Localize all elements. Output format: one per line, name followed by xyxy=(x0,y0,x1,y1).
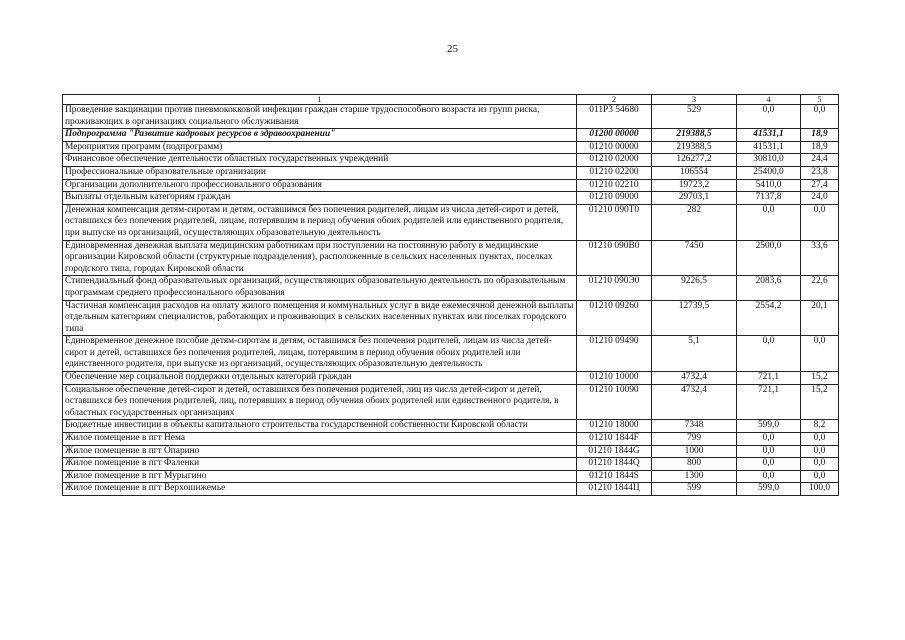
row-name-cell: Бюджетные инвестиции в объекты капитального строительства государственной собственности Кировской области xyxy=(63,420,577,433)
column-header: 5 xyxy=(801,95,839,105)
row-name-cell: Обеспечение мер социальной поддержки отдельных категорий граждан xyxy=(63,372,577,385)
row-code-cell: 01210 18000 xyxy=(577,420,652,433)
row-code-cell: 01210 09490 xyxy=(577,336,652,372)
row-code-cell: 01210 1844G xyxy=(577,445,652,458)
row-code-cell: 01210 09260 xyxy=(577,300,652,336)
row-percent-cell: 23,8 xyxy=(801,166,839,179)
table-row xyxy=(63,445,839,458)
row-approved-value-cell: 219388,5 xyxy=(652,141,737,154)
row-percent-cell: 20,1 xyxy=(801,300,839,336)
row-code-cell: 01210 1844S xyxy=(577,470,652,483)
row-percent-cell: 0,0 xyxy=(801,105,839,129)
row-percent-cell: 100,0 xyxy=(801,483,839,496)
row-percent-cell: 33,6 xyxy=(801,240,839,276)
row-percent-cell: 18,9 xyxy=(801,129,839,142)
row-executed-value-cell: 721,1 xyxy=(737,384,801,420)
row-approved-value-cell: 7450 xyxy=(652,240,737,276)
row-executed-value-cell: 0,0 xyxy=(737,433,801,446)
row-percent-cell: 8,2 xyxy=(801,420,839,433)
row-percent-cell: 18,9 xyxy=(801,141,839,154)
row-percent-cell: 24,4 xyxy=(801,154,839,167)
row-percent-cell: 0,0 xyxy=(801,458,839,471)
row-percent-cell: 24,0 xyxy=(801,192,839,205)
row-name-cell: Подпрограмма "Развитие кадровых ресурсов в здравоохранении" xyxy=(63,129,577,142)
table-row xyxy=(63,458,839,471)
row-code-cell: 01210 1844Ц xyxy=(577,483,652,496)
row-percent-cell: 27,4 xyxy=(801,179,839,192)
budget-table xyxy=(62,94,839,496)
row-name-cell: Единовременная денежная выплата медицинским работникам при поступлении на постоянную работу в медицинские организации Кировской области (структурные подразделения), расположенные в сельских населенных пунктах, поселках городского типа, городах Кировской области xyxy=(63,240,577,276)
column-header: 3 xyxy=(652,95,737,105)
row-name-cell: Жилое помещение в пгт Опарино xyxy=(63,445,577,458)
row-name-cell: Социальное обеспечение детей-сирот и детей, оставшихся без попечения родителей, лиц из числа детей-сирот и детей, оставшихся без попечения родителей, лиц, потерявших в период обучения обоих родителей или единственного родителя, в областных государственных организациях xyxy=(63,384,577,420)
table-row xyxy=(63,384,839,420)
row-approved-value-cell: 800 xyxy=(652,458,737,471)
table-row xyxy=(63,166,839,179)
table-row xyxy=(63,141,839,154)
row-percent-cell: 0,0 xyxy=(801,204,839,240)
row-executed-value-cell: 0,0 xyxy=(737,458,801,471)
row-name-cell: Жилое помещение в пгт Нема xyxy=(63,433,577,446)
row-approved-value-cell: 7348 xyxy=(652,420,737,433)
table-row xyxy=(63,240,839,276)
row-code-cell: 01210 02200 xyxy=(577,166,652,179)
row-name-cell: Жилое помещение в пгт Верхошижемье xyxy=(63,483,577,496)
table-row xyxy=(63,372,839,385)
row-percent-cell: 22,6 xyxy=(801,276,839,300)
row-percent-cell: 0,0 xyxy=(801,433,839,446)
row-approved-value-cell: 12739,5 xyxy=(652,300,737,336)
column-header: 4 xyxy=(737,95,801,105)
row-percent-cell: 15,2 xyxy=(801,384,839,420)
row-code-cell: 01210 02000 xyxy=(577,154,652,167)
row-executed-value-cell: 25400,0 xyxy=(737,166,801,179)
row-percent-cell: 0,0 xyxy=(801,336,839,372)
row-name-cell: Профессиональные образовательные организации xyxy=(63,166,577,179)
row-approved-value-cell: 9226,5 xyxy=(652,276,737,300)
table-header-row xyxy=(63,95,839,105)
row-executed-value-cell: 0,0 xyxy=(737,105,801,129)
row-executed-value-cell: 41531,1 xyxy=(737,141,801,154)
row-name-cell: Мероприятия программ (подпрограмм) xyxy=(63,141,577,154)
row-approved-value-cell: 19723,2 xyxy=(652,179,737,192)
row-approved-value-cell: 106554 xyxy=(652,166,737,179)
column-header: 2 xyxy=(577,95,652,105)
table-row xyxy=(63,154,839,167)
row-executed-value-cell: 2554,2 xyxy=(737,300,801,336)
row-code-cell: 01210 10000 xyxy=(577,372,652,385)
row-percent-cell: 0,0 xyxy=(801,470,839,483)
row-name-cell: Денежная компенсация детям-сиротам и детям, оставшимся без попечения родителей, лицам из числа детей-сирот и детей, оставшихся без попечения родителей, лицам, потерявшим в период обучения обоих родителей или единственного родителя, при выпуске из организаций, осуществляющих образовательную деятельность xyxy=(63,204,577,240)
page-number: 25 xyxy=(447,43,458,55)
row-code-cell: 01210 090Т0 xyxy=(577,204,652,240)
table-row xyxy=(63,129,839,142)
row-percent-cell: 15,2 xyxy=(801,372,839,385)
row-approved-value-cell: 529 xyxy=(652,105,737,129)
column-header: 1 xyxy=(63,95,577,105)
row-name-cell: Жилое помещение в пгт Фаленки xyxy=(63,458,577,471)
table-row xyxy=(63,204,839,240)
row-executed-value-cell: 7137,8 xyxy=(737,192,801,205)
table-body xyxy=(63,105,839,496)
row-approved-value-cell: 1000 xyxy=(652,445,737,458)
row-approved-value-cell: 5,1 xyxy=(652,336,737,372)
row-code-cell: 01210 1844Q xyxy=(577,458,652,471)
row-approved-value-cell: 282 xyxy=(652,204,737,240)
table-row xyxy=(63,336,839,372)
row-name-cell: Финансовое обеспечение деятельности областных государственных учреждений xyxy=(63,154,577,167)
row-approved-value-cell: 1300 xyxy=(652,470,737,483)
row-code-cell: 01210 090В0 xyxy=(577,240,652,276)
row-name-cell: Частичная компенсация расходов на оплату жилого помещения и коммунальных услуг в виде ежемесячной денежной выплаты отдельным категориям специалистов, работающих и проживающих в сельских населенных пунктах или поселках городского типа xyxy=(63,300,577,336)
row-executed-value-cell: 0,0 xyxy=(737,204,801,240)
row-executed-value-cell: 41531,1 xyxy=(737,129,801,142)
row-code-cell: 011P3 54680 xyxy=(577,105,652,129)
table-row xyxy=(63,420,839,433)
row-executed-value-cell: 599,0 xyxy=(737,420,801,433)
table-row xyxy=(63,433,839,446)
row-executed-value-cell: 0,0 xyxy=(737,445,801,458)
row-name-cell: Единовременное денежное пособие детям-сиротам и детям, оставшимся без попечения родителей, лицам из числа детей-сирот и детей, оставшихся без попечения родителей, лицам, потерявшим в период обучения обоих родителей или единственного родителя, при выпуске из организаций, осуществляющих образовательную деятельность xyxy=(63,336,577,372)
row-code-cell: 01210 02210 xyxy=(577,179,652,192)
row-executed-value-cell: 2500,0 xyxy=(737,240,801,276)
row-executed-value-cell: 0,0 xyxy=(737,470,801,483)
table-row xyxy=(63,470,839,483)
row-name-cell: Выплаты отдельным категориям граждан xyxy=(63,192,577,205)
table-row xyxy=(63,276,839,300)
row-code-cell: 01210 090Э0 xyxy=(577,276,652,300)
row-approved-value-cell: 219388,5 xyxy=(652,129,737,142)
row-code-cell: 01200 00000 xyxy=(577,129,652,142)
row-code-cell: 01210 09000 xyxy=(577,192,652,205)
row-code-cell: 01210 10090 xyxy=(577,384,652,420)
row-name-cell: Жилое помещение в пгт Мурыгино xyxy=(63,470,577,483)
row-approved-value-cell: 4732,4 xyxy=(652,372,737,385)
row-code-cell: 01210 1844F xyxy=(577,433,652,446)
table-row xyxy=(63,300,839,336)
row-approved-value-cell: 799 xyxy=(652,433,737,446)
row-code-cell: 01210 00000 xyxy=(577,141,652,154)
row-executed-value-cell: 5410,0 xyxy=(737,179,801,192)
row-executed-value-cell: 2083,6 xyxy=(737,276,801,300)
row-executed-value-cell: 30810,0 xyxy=(737,154,801,167)
row-executed-value-cell: 0,0 xyxy=(737,336,801,372)
table-row xyxy=(63,192,839,205)
row-approved-value-cell: 4732,4 xyxy=(652,384,737,420)
row-approved-value-cell: 126277,2 xyxy=(652,154,737,167)
row-name-cell: Организации дополнительного профессионального образования xyxy=(63,179,577,192)
row-approved-value-cell: 29703,1 xyxy=(652,192,737,205)
row-name-cell: Стипендиальный фонд образовательных организаций, осуществляющих образовательную деятельность по образовательным программам среднего профессионального образования xyxy=(63,276,577,300)
row-executed-value-cell: 599,0 xyxy=(737,483,801,496)
table-row xyxy=(63,105,839,129)
table-row xyxy=(63,179,839,192)
row-percent-cell: 0,0 xyxy=(801,445,839,458)
table-row xyxy=(63,483,839,496)
row-name-cell: Проведение вакцинации против пневмококковой инфекции граждан старше трудоспособного возраста из групп риска, проживающих в организациях социального обслуживания xyxy=(63,105,577,129)
row-executed-value-cell: 721,1 xyxy=(737,372,801,385)
row-approved-value-cell: 599 xyxy=(652,483,737,496)
